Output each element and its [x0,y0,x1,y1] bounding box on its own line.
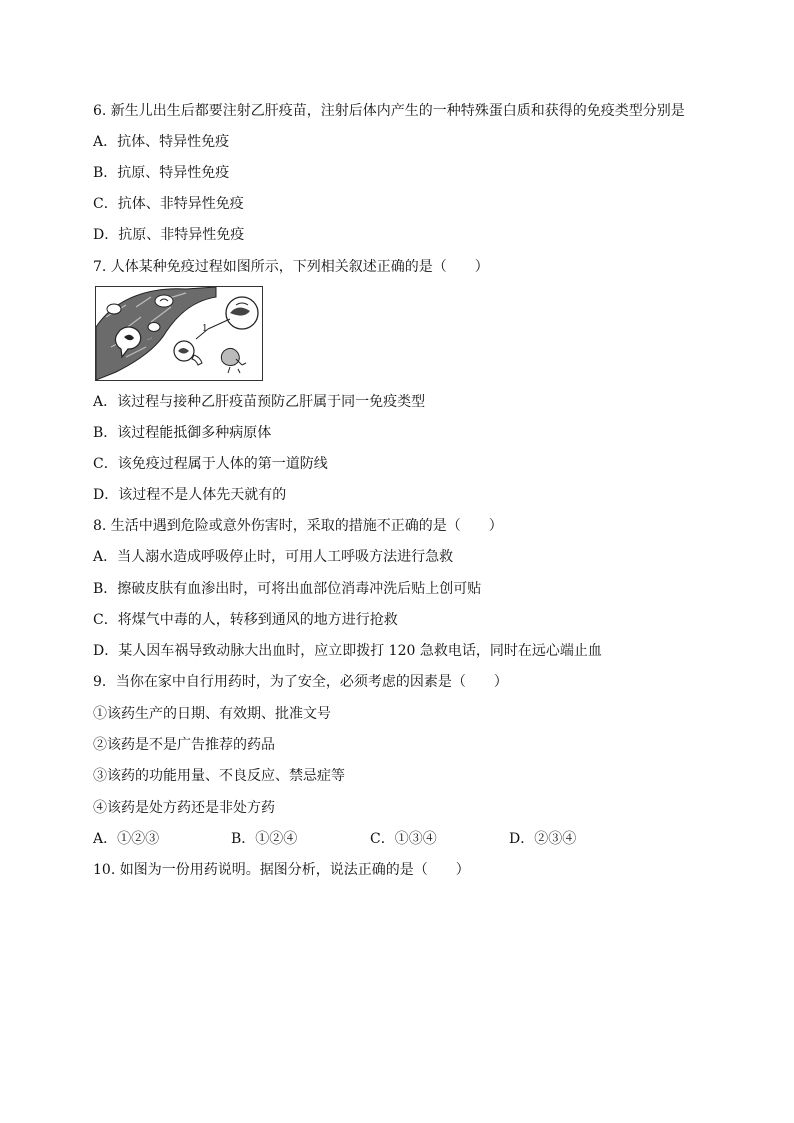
question-7-option-c: C．该免疫过程属于人体的第一道防线 [93,456,328,472]
question-10-stem: 10. 如图为一份用药说明。据图分析，说法正确的是（ ） [93,862,470,878]
question-7-stem: 7. 人体某种免疫过程如图所示，下列相关叙述正确的是（ ） [93,259,489,275]
svg-text:···: ··· [145,335,155,344]
question-9-item-2: ②该药是不是广告推荐的药品 [93,737,275,753]
immune-process-illustration [96,287,262,380]
question-8-option-c: C．将煤气中毒的人，转移到通风的地方进行抢救 [93,612,398,628]
blood-cell-icon [148,323,160,332]
blood-cell-icon [155,295,173,307]
question-9-option-a: A．①②③ [93,831,160,847]
question-6-stem: 6. 新生儿出生后都要注射乙肝疫苗，注射后体内产生的一种特殊蛋白质和获得的免疫类型分别是 [93,103,685,119]
question-7-option-b: B．该过程能抵御多种病原体 [93,425,272,441]
immune-process-figure [95,286,263,381]
question-9-item-3: ③该药的功能用量、不良反应、禁忌症等 [93,768,345,784]
question-9-option-d: D．②③④ [509,831,577,847]
question-8-option-a: A．当人溺水造成呼吸停止时，可用人工呼吸方法进行急救 [93,549,454,565]
question-6-option-b: B．抗原、特异性免疫 [93,165,230,181]
question-6-option-d: D．抗原、非特异性免疫 [93,227,245,243]
question-8-option-b: B．擦破皮肤有血渗出时，可将出血部位消毒冲洗后贴上创可贴 [93,581,482,597]
question-8-option-d: D．某人因车祸导致动脉大出血时，应立即拨打 120 急救电话，同时在远心端止血 [93,643,602,659]
question-9-stem: 9．当你在家中自行用药时，为了安全，必须考虑的因素是（ ） [93,674,508,690]
question-9-item-1: ①该药生产的日期、有效期、批准文号 [93,706,331,722]
question-7-option-d: D．该过程不是人体先天就有的 [93,487,287,503]
question-9-item-4: ④该药是处方药还是非处方药 [93,800,275,816]
bacteria-icon [221,348,246,373]
question-7-option-a: A．该过程与接种乙肝疫苗预防乙肝属于同一免疫类型 [93,394,426,410]
question-8-stem: 8. 生活中遇到危险或意外伤害时，采取的措施不正确的是（ ） [93,518,503,534]
question-9-option-b: B．①②④ [231,831,298,847]
phagocyte-icon [226,297,258,329]
question-9-option-c: C．①③④ [370,831,437,847]
figure-label-1: 1 [202,324,208,334]
question-6-option-a: A．抗体、特异性免疫 [93,134,230,150]
question-6-option-c: C．抗体、非特异性免疫 [93,196,244,212]
blood-cell-icon [107,304,121,314]
phagocyte-engulfing-icon [174,341,202,365]
